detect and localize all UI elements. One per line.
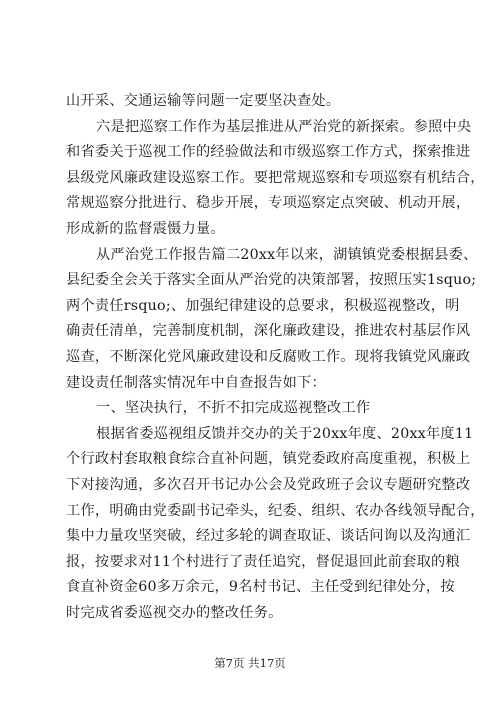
section-heading: 一、坚决执行，不折不扣完成巡视整改工作: [96, 400, 371, 417]
document-body: [66, 89, 485, 626]
text-line: 报，按要求对11个村进行了责任追究，督促退回此前套取的粮: [66, 553, 460, 570]
text-line: 个行政村套取粮食综合直补问题，镇党委政府高度重视，积极上: [66, 451, 471, 468]
text-line: 工作，明确由党委副书记牵头，纪委、组织、农办各线领导配合，: [66, 502, 485, 519]
page-number: 第7页 共17页: [214, 656, 286, 670]
text-line: 建设责任制落实情况年中自查报告如下：: [66, 374, 326, 391]
text-line: 巡查，不断深化党风廉政建设和反腐败工作。现将我镇党风廉政: [66, 348, 471, 365]
text-line: 根据省委巡视组反馈并交办的关于20xx年度、20xx年度11: [96, 425, 474, 442]
text-line: 确责任清单，完善制度机制，深化廉政建设，推进农村基层作风: [66, 323, 471, 340]
text-line: 和省委关于巡视工作的经验做法和市级巡察工作方式，探索推进: [66, 144, 471, 161]
text-line: 常规巡察分批进行、稳步开展，专项巡察定点突破、机动开展，: [66, 195, 471, 212]
text-line: 集中力量攻坚突破，经过多轮的调查取证、谈话问询以及沟通汇: [66, 528, 471, 545]
text-line: 从严治党工作报告篇二20xx年以来，湖镇镇党委根据县委、: [96, 246, 478, 263]
text-line: 县纪委全会关于落实全面从严治党的决策部署，按照压实1squo;: [66, 272, 477, 289]
text-line: 食直补资金60多万余元，9名村书记、主任受到纪律处分，按: [66, 579, 455, 596]
text-line: 时完成省委巡视交办的整改任务。: [66, 604, 283, 621]
text-line: 山开采、交通运输等问题一定要坚决查处。: [66, 93, 341, 109]
text-line: 形成新的监督震慑力量。: [66, 220, 225, 237]
text-line: 六是把巡察工作作为基层推进从严治党的新探索。参照中央: [96, 118, 472, 135]
text-line: 两个责任rsquo;、加强纪律建设的总要求，积极巡视整改，明: [66, 297, 460, 314]
text-line: 县级党风廉政建设巡察工作。要把常规巡察和专项巡察有机结合，: [66, 169, 485, 186]
text-line: 下对接沟通，多次召开书记办公会及党政班子会议专题研究整改: [66, 476, 471, 493]
